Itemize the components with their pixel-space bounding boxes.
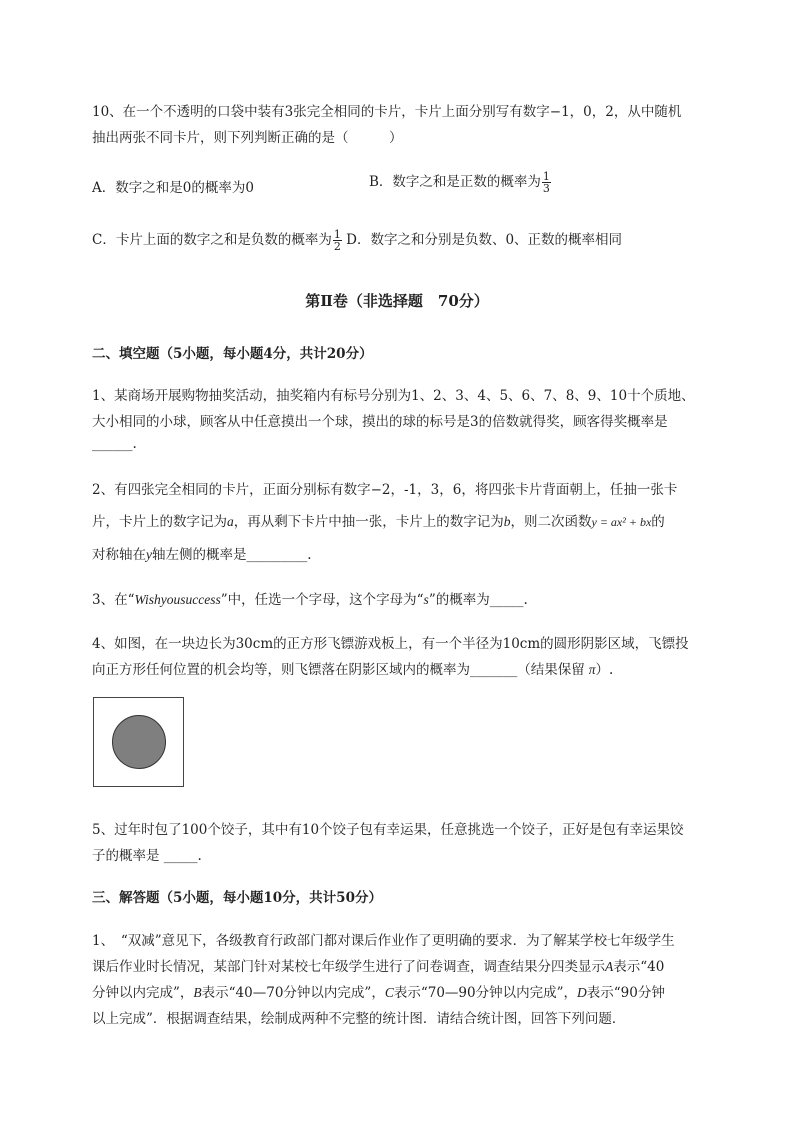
fill-q5-line1: 5、过年时包了100个饺子，其中有10个饺子包有幸运果，任意挑选一个饺子，正好是包有幸运果饺 <box>92 822 684 838</box>
q10-option-b-text: B．数字之和是正数的概率为 <box>369 174 541 190</box>
text: 3、在“ <box>92 592 135 608</box>
text: 片，卡片上的数字记为 <box>92 514 227 530</box>
text: 表示“40 <box>613 959 665 975</box>
text: 向正方形任何位置的机会均等，则飞镖落在阴影区域内的概率为_______（结果保留 <box>92 662 585 678</box>
section2-title: 二、填空题（5小题，每小题4分，共计20分） <box>92 346 373 362</box>
category-c: C <box>384 985 394 1000</box>
solve-q1-line4: 以上完成”．根据调查结果，绘制成两种不完整的统计图．请结合统计图，回答下列问题． <box>92 1011 626 1027</box>
text: ，再从剩下卡片中抽一张，卡片上的数字记为 <box>233 514 504 530</box>
q10-option-c <box>92 228 622 252</box>
section3-title: 三、解答题（5小题，每小题10分，共计50分） <box>92 890 382 906</box>
fill-q1-line2: 大小相同的小球，顾客从中任意摸出一个球，摸出的球的标号是3的倍数就得奖，顾客得奖概率是 <box>92 414 668 430</box>
fill-q2-line2 <box>92 510 665 530</box>
part2-title: 第Ⅱ卷（非选择题 70分） <box>305 292 489 310</box>
solve-q1-line3 <box>92 981 665 1001</box>
text: 轴左侧的概率是_________. <box>152 547 312 563</box>
fraction-one-half <box>333 229 342 252</box>
text: ）. <box>595 662 614 678</box>
q10-stem-line2: 抽出两张不同卡片，则下列判断正确的是（ ） <box>92 130 403 146</box>
solve-q1-line2 <box>92 955 664 975</box>
variable-b: b <box>503 514 511 529</box>
pi-symbol: π <box>588 662 596 677</box>
fraction-denominator: 2 <box>333 240 341 253</box>
dartboard-figure <box>93 697 184 787</box>
fill-q4-line1: 4、如图，在一块边长为30cm的正方形飞镖游戏板上，有一个半径为10cm的圆形阴影区域，飞镖投 <box>92 636 689 652</box>
q10-option-a: A．数字之和是0的概率为0 <box>92 180 254 196</box>
fill-q3 <box>92 588 528 608</box>
q10-option-b <box>369 170 551 194</box>
letter-s: s <box>423 592 429 607</box>
fill-q2-line3 <box>92 543 312 563</box>
text: 分钟以内完成”， <box>92 985 194 1001</box>
text: ”中，任选一个字母，这个字母为“ <box>220 592 424 608</box>
fill-q1-line1: 1、某商场开展购物抽奖活动，抽奖箱内有标号分别为1、2、3、4、5、6、7、8、9、10十个质地、 <box>92 388 695 404</box>
text: 对称轴在 <box>92 547 146 563</box>
text: ，则二次函数 <box>510 514 592 530</box>
variable-a: a <box>227 514 234 529</box>
q10-option-c-text: C．卡片上面的数字之和是负数的概率为 <box>92 232 332 248</box>
text: 表示“40—70分钟以内完成”， <box>201 985 385 1001</box>
text: 表示“70—90分钟以内完成”， <box>393 985 578 1001</box>
q10-option-d: D．数字之和分别是负数、0、正数的概率相同 <box>346 232 623 248</box>
text: ”的概率为_____. <box>428 592 528 608</box>
category-b: B <box>193 985 202 1000</box>
fill-q2-line1: 2、有四张完全相同的卡片，正面分别标有数字−2，-1，3，6，将四张卡片背面朝上，任抽一张卡 <box>92 482 678 498</box>
fraction-denominator: 3 <box>542 182 550 195</box>
category-d: D <box>577 985 587 1000</box>
fill-q1-line3: ______. <box>92 436 137 452</box>
fraction-numerator: 1 <box>333 228 341 241</box>
shaded-circle <box>112 715 166 769</box>
fraction-one-third <box>542 171 551 194</box>
fill-q5-line2: 子的概率是 _____. <box>92 848 202 864</box>
category-a: A <box>605 959 614 974</box>
quadratic-function: y = ax² + bx <box>591 515 652 529</box>
solve-q1-line1: 1、 “双减”意见下，各级教育行政部门都对课后作业作了更明确的要求．为了解某学校七年级学生 <box>92 933 675 949</box>
q10-stem-line1: 10、在一个不透明的口袋中装有3张完全相同的卡片，卡片上面分别写有数字−1，0，2，从中随机 <box>92 104 682 120</box>
fill-q4-line2 <box>92 658 613 678</box>
text: 表示“90分钟 <box>586 985 665 1001</box>
variable-y: y <box>146 547 152 562</box>
fraction-numerator: 1 <box>542 170 550 183</box>
text: 课后作业时长情况，某部门针对某校七年级学生进行了问卷调查，调查结果分四类显示 <box>92 959 605 975</box>
word-wishyousuccess: Wishyousuccess <box>134 592 221 607</box>
text: 的 <box>651 514 665 530</box>
